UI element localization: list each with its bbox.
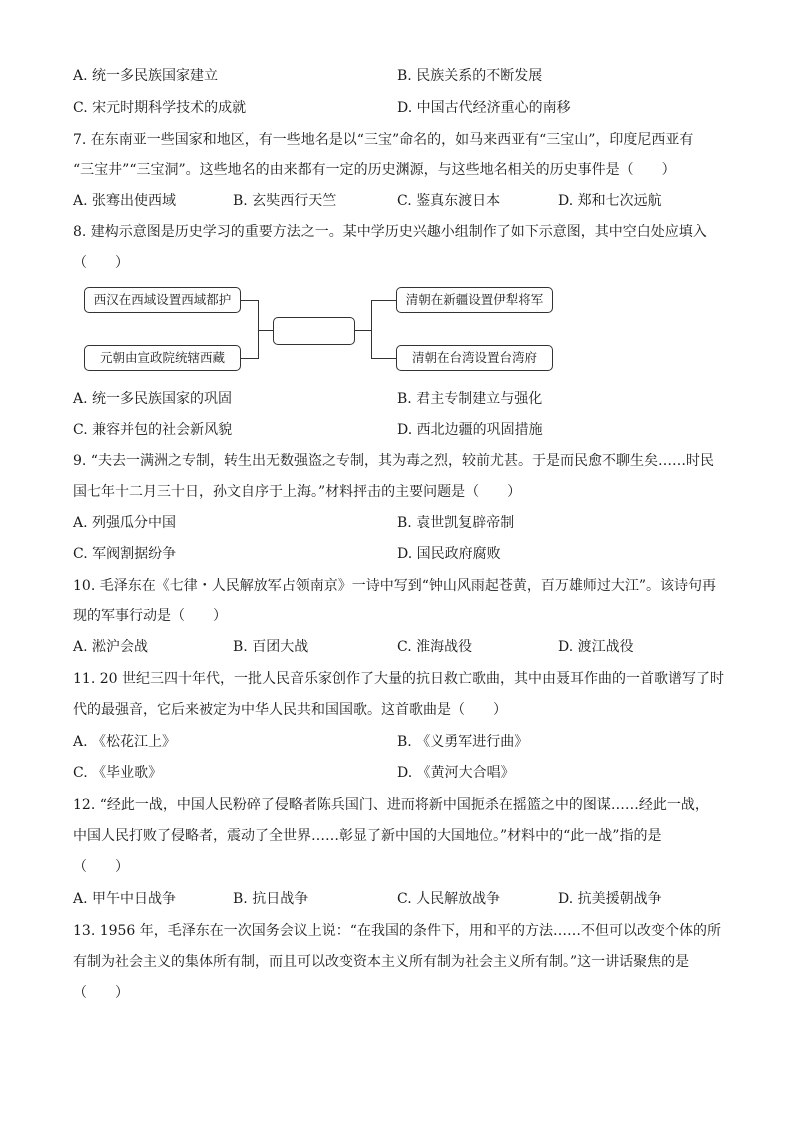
q11-option-a: A. 《松花江上》 <box>73 734 177 750</box>
q11-option-b: B. 《义勇军进行曲》 <box>397 734 529 750</box>
q7-option-b: B. 玄奘西行天竺 <box>233 193 337 209</box>
diagram-box-right-top: 清朝在新疆设置伊犁将军 <box>396 287 553 313</box>
q9-stem-line-2: 国七年十二月三十日，孙文自序于上海。”材料抨击的主要问题是（ ） <box>73 484 522 500</box>
q8-diagram <box>84 287 564 377</box>
q13-stem-line-2: 有制为社会主义的集体所有制，而且可以改变资本主义所有制为社会主义所有制。”这一讲话聚焦的是 <box>73 954 690 970</box>
q11-option-c: C. 《毕业歌》 <box>73 765 163 781</box>
diagram-connector <box>241 300 258 301</box>
q12-stem-line-2: 中国人民打败了侵略者，震动了全世界……彰显了新中国的大国地位。”材料中的“此一战”指的是 <box>73 828 662 844</box>
diagram-connector <box>355 330 371 331</box>
q10-option-b: B. 百团大战 <box>233 639 309 655</box>
q6-option-c: C. 宋元时期科学技术的成就 <box>73 100 247 116</box>
q8-stem-line-2: （ ） <box>73 255 129 271</box>
q12-option-a: A. 甲午中日战争 <box>73 891 177 907</box>
q7-stem-line-1: 7. 在东南亚一些国家和地区，有一些地名是以“三宝”命名的，如马来西亚有“三宝山”，印度尼西亚有 <box>73 132 694 148</box>
q9-option-c: C. 军阀割据纷争 <box>73 546 177 562</box>
q13-stem-line-1: 13. 1956 年，毛泽东在一次国务会议上说：“在我国的条件下，用和平的方法……不但可以改变个体的所 <box>73 923 721 939</box>
q6-option-b: B. 民族关系的不断发展 <box>397 68 543 84</box>
q7-option-c: C. 鉴真东渡日本 <box>397 193 501 209</box>
q7-option-a: A. 张骞出使西域 <box>73 193 177 209</box>
q11-stem-line-1: 11. 20 世纪三四十年代，一批人民音乐家创作了大量的抗日救亡歌曲，其中由聂耳作曲的一首歌谱写了时 <box>73 671 724 687</box>
diagram-connector <box>258 330 273 331</box>
q11-option-d: D. 《黄河大合唱》 <box>397 765 515 781</box>
q10-option-c: C. 淮海战役 <box>397 639 473 655</box>
q12-option-d: D. 抗美援朝战争 <box>558 891 662 907</box>
q8-option-b: B. 君主专制建立与强化 <box>397 391 543 407</box>
q9-option-a: A. 列强瓜分中国 <box>73 515 177 531</box>
q6-option-d: D. 中国古代经济重心的南移 <box>397 100 571 116</box>
q12-option-c: C. 人民解放战争 <box>397 891 501 907</box>
q12-option-b: B. 抗日战争 <box>233 891 309 907</box>
diagram-box-left-top: 西汉在西域设置西域都护 <box>84 287 241 313</box>
diagram-connector <box>371 300 396 301</box>
diagram-box-center-blank <box>273 317 355 345</box>
q12-stem-line-1: 12. “经此一战，中国人民粉碎了侵略者陈兵国门、进而将新中国扼杀在摇篮之中的图谋……经此一战， <box>73 797 709 813</box>
q9-stem-line-1: 9. “夫去一满洲之专制，转生出无数强盗之专制，其为毒之烈，较前尤甚。于是而民愈不聊生矣……时民 <box>73 453 714 469</box>
q9-option-b: B. 袁世凯复辟帝制 <box>397 515 515 531</box>
q8-option-a: A. 统一多民族国家的巩固 <box>73 391 233 407</box>
q10-stem-line-1: 10. 毛泽东在《七律・人民解放军占领南京》一诗中写到“钟山风雨起苍黄，百万雄师过大江”。该诗句再 <box>73 578 717 594</box>
q13-stem-line-3: （ ） <box>73 985 129 1001</box>
diagram-connector <box>371 300 372 359</box>
q8-option-d: D. 西北边疆的巩固措施 <box>397 422 543 438</box>
q12-stem-line-3: （ ） <box>73 859 129 875</box>
diagram-box-left-bottom: 元朝由宣政院统辖西藏 <box>84 345 241 371</box>
q6-option-a: A. 统一多民族国家建立 <box>73 68 219 84</box>
diagram-connector <box>371 358 396 359</box>
q11-stem-line-2: 代的最强音，它后来被定为中华人民共和国国歌。这首歌曲是（ ） <box>73 702 507 718</box>
q9-option-d: D. 国民政府腐败 <box>397 546 501 562</box>
q7-option-d: D. 郑和七次远航 <box>558 193 662 209</box>
q7-stem-line-2: “三宝井”“三宝洞”。这些地名的由来都有一定的历史渊源，与这些地名相关的历史事件是（ ） <box>73 162 676 178</box>
diagram-connector <box>241 358 258 359</box>
q8-option-c: C. 兼容并包的社会新风貌 <box>73 422 233 438</box>
diagram-box-right-bottom: 清朝在台湾设置台湾府 <box>396 345 553 371</box>
q10-stem-line-2: 现的军事行动是（ ） <box>73 608 227 624</box>
q8-stem-line-1: 8. 建构示意图是历史学习的重要方法之一。某中学历史兴趣小组制作了如下示意图，其中空白处应填入 <box>73 224 707 240</box>
q10-option-a: A. 淞沪会战 <box>73 639 149 655</box>
q10-option-d: D. 渡江战役 <box>558 639 634 655</box>
